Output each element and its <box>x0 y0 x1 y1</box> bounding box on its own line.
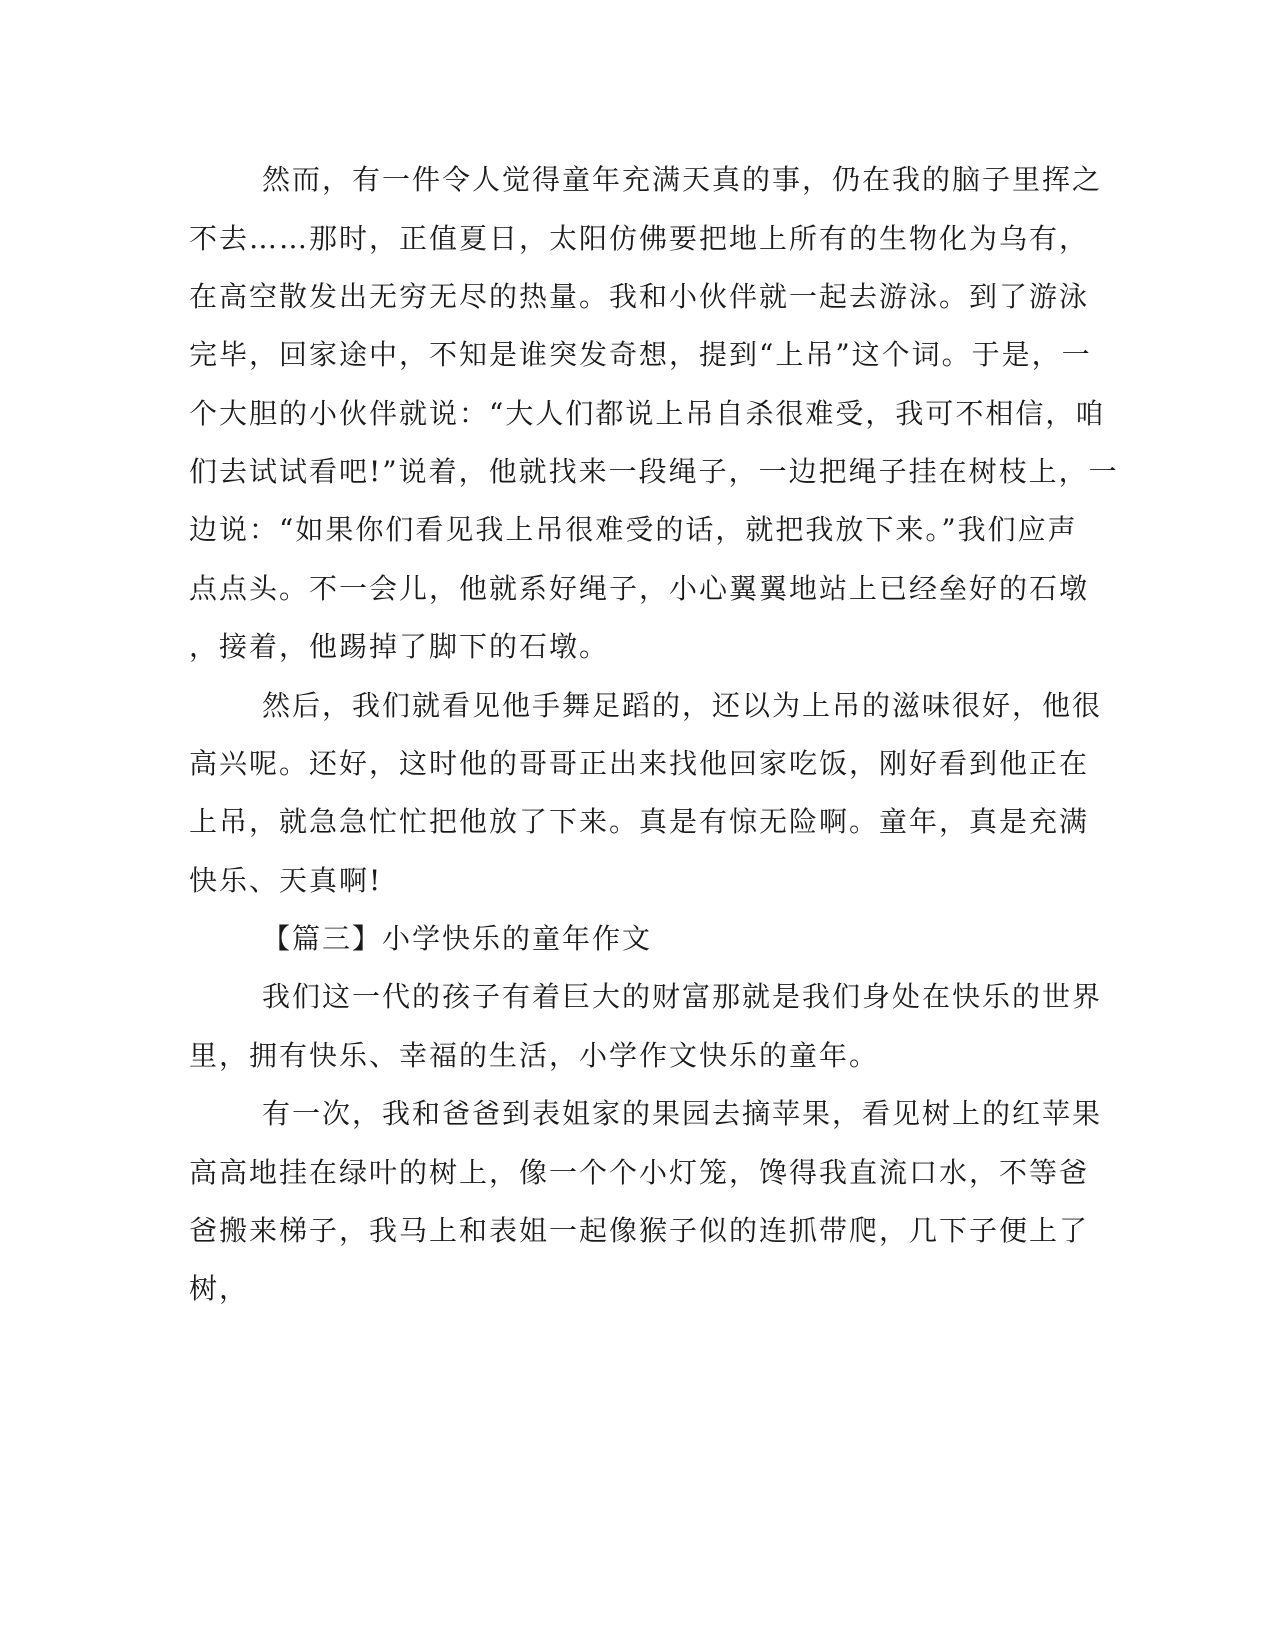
paragraph-line: 们去试试看吧!”说着，他就找来一段绳子，一边把绳子挂在树枝上，一 <box>189 455 1119 488</box>
paragraph-line: 然后，我们就看见他手舞足蹈的，还以为上吊的滋味很好，他很 <box>262 689 1103 722</box>
paragraph-line: 我们这一代的孩子有着巨大的财富那就是我们身处在快乐的世界 <box>262 980 1103 1013</box>
paragraph-line: 树， <box>189 1272 250 1305</box>
paragraph-line: 爸搬来梯子，我马上和表姐一起像猴子似的连抓带爬，几下子便上了 <box>189 1214 1090 1247</box>
paragraph-line: 边说：“如果你们看见我上吊很难受的话，就把我放下来。”我们应声 <box>189 513 1078 546</box>
paragraph-line: 在高空散发出无穷无尽的热量。我和小伙伴就一起去游泳。到了游泳 <box>189 280 1090 313</box>
paragraph-line: 里，拥有快乐、幸福的生活，小学作文快乐的童年。 <box>189 1039 880 1072</box>
paragraph-line: 高高地挂在绿叶的树上，像一个个小灯笼，馋得我直流口水，不等爸 <box>189 1156 1090 1189</box>
paragraph-line: 有一次，我和爸爸到表姐家的果园去摘苹果，看见树上的红苹果 <box>262 1097 1103 1130</box>
paragraph-line: 完毕，回家途中，不知是谁突发奇想，提到“上吊”这个词。于是，一 <box>189 338 1092 371</box>
paragraph-line: 上吊，就急急忙忙把他放了下来。真是有惊无险啊。童年，真是充满 <box>189 805 1090 838</box>
paragraph-line: 个大胆的小伙伴就说：“大人们都说上吊自杀很难受，我可不相信，咱 <box>189 397 1106 430</box>
paragraph-line: 不去……那时，正值夏日，太阳仿佛要把地上所有的生物化为乌有， <box>189 222 1090 255</box>
paragraph-line: 快乐、天真啊! <box>189 864 383 897</box>
paragraph-line: 点点头。不一会儿，他就系好绳子，小心翼翼地站上已经垒好的石墩 <box>189 572 1090 605</box>
paragraph-line: 然而，有一件令人觉得童年充满天真的事，仍在我的脑子里挥之 <box>262 163 1103 196</box>
section-heading: 【篇三】小学快乐的童年作文 <box>262 922 653 955</box>
paragraph-line: 高兴呢。还好，这时他的哥哥正出来找他回家吃饭，刚好看到他正在 <box>189 747 1090 780</box>
paragraph-line: ，接着，他踢掉了脚下的石墩。 <box>189 630 610 663</box>
